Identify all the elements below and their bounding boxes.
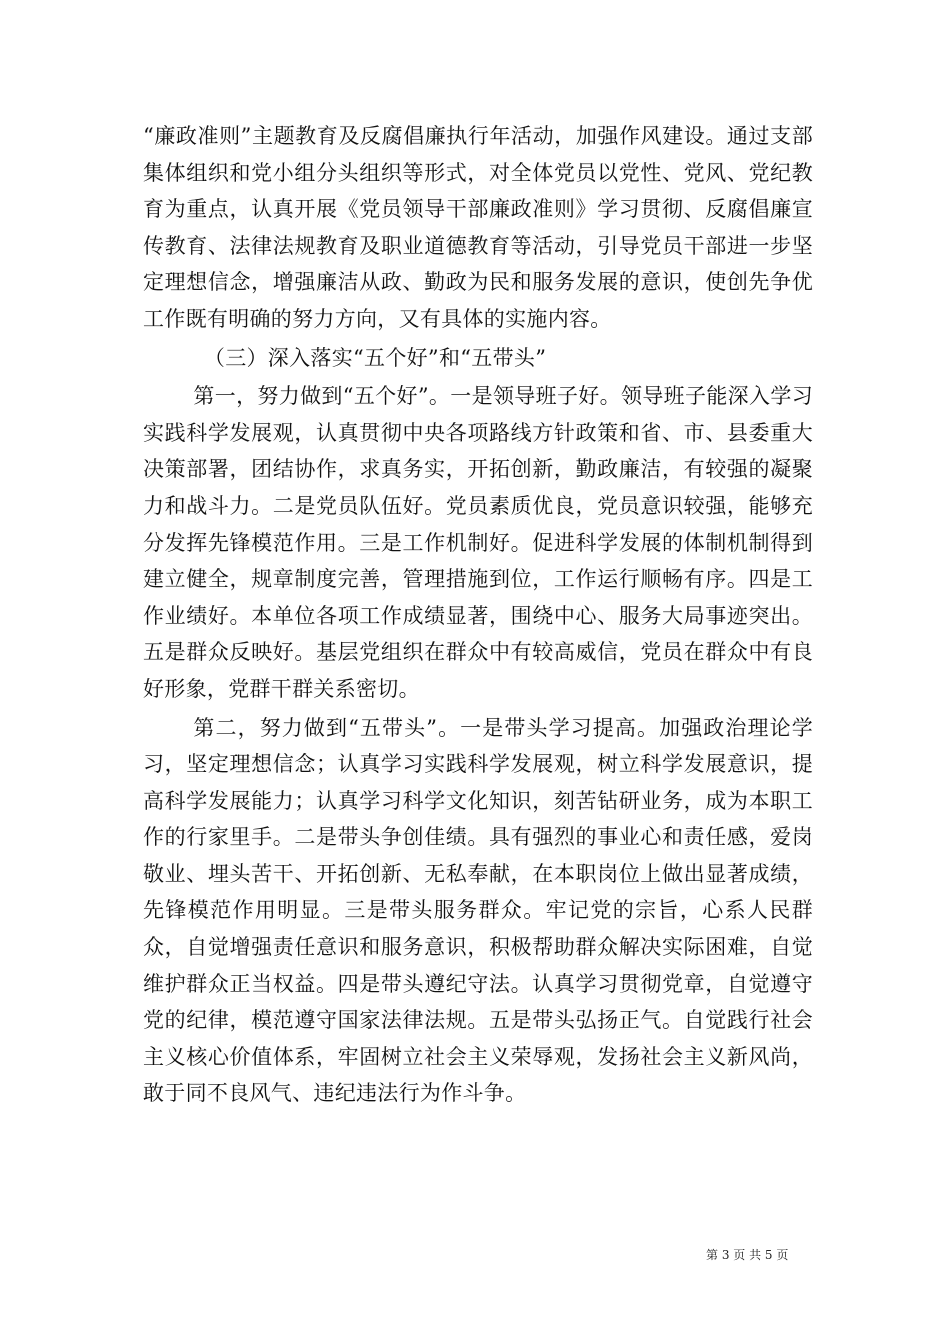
document-body [143, 118, 813, 1112]
paragraph-five-leads: 第二，努力做到“五带头”。一是带头学习提高。加强政治理论学习，坚定理想信念；认真学习实践科学发展观，树立科学发展意识，提高科学发展能力；认真学习科学文化知识，刻苦钻研业务，成为本职工作的行家里手。二是带头争创佳绩。具有强烈的事业心和责任感，爱岗敬业、埋头苦干、开拓创新、无私奉献，在本职岗位上做出显著成绩，先锋模范作用明显。三是带头服务群众。牢记党的宗旨，心系人民群众，自觉增强责任意识和服务意识，积极帮助群众解决实际困难，自觉维护群众正当权益。四是带头遵纪守法。认真学习贯彻党章，自觉遵守党的纪律，模范遵守国家法律法规。五是带头弘扬正气。自觉践行社会主义核心价值体系，牢固树立社会主义荣辱观，发扬社会主义新风尚，敢于同不良风气、违纪违法行为作斗争。 [143, 715, 813, 1106]
paragraph-five-goods: 第一，努力做到“五个好”。一是领导班子好。领导班子能深入学习实践科学发展观，认真贯彻中央各项路线方针政策和省、市、县委重大决策部署，团结协作，求真务实，开拓创新，勤政廉洁，有较强的凝聚力和战斗力。二是党员队伍好。党员素质优良，党员意识较强，能够充分发挥先锋模范作用。三是工作机制好。促进科学发展的体制机制得到建立健全，规章制度完善，管理措施到位，工作运行顺畅有序。四是工作业绩好。本单位各项工作成绩显著，围绕中心、服务大局事迹突出。五是群众反映好。基层党组织在群众中有较高威信，党员在群众中有良好形象，党群干群关系密切。 [143, 384, 813, 701]
paragraph-integrity-education: “廉政准则”主题教育及反腐倡廉执行年活动，加强作风建设。通过支部集体组织和党小组分头组织等形式，对全体党员以党性、党风、党纪教育为重点，认真开展《党员领导干部廉政准则》学习贯彻、反腐倡廉宣传教育、法律法规教育及职业道德教育等活动，引导党员干部进一步坚定理想信念，增强廉洁从政、勤政为民和服务发展的意识，使创先争优工作既有明确的努力方向，又有具体的实施内容。 [143, 124, 813, 331]
section-heading-three: （三）深入落实“五个好”和“五带头” [203, 345, 547, 370]
page-number-footer: 第 3 页 共 5 页 [706, 1248, 789, 1262]
